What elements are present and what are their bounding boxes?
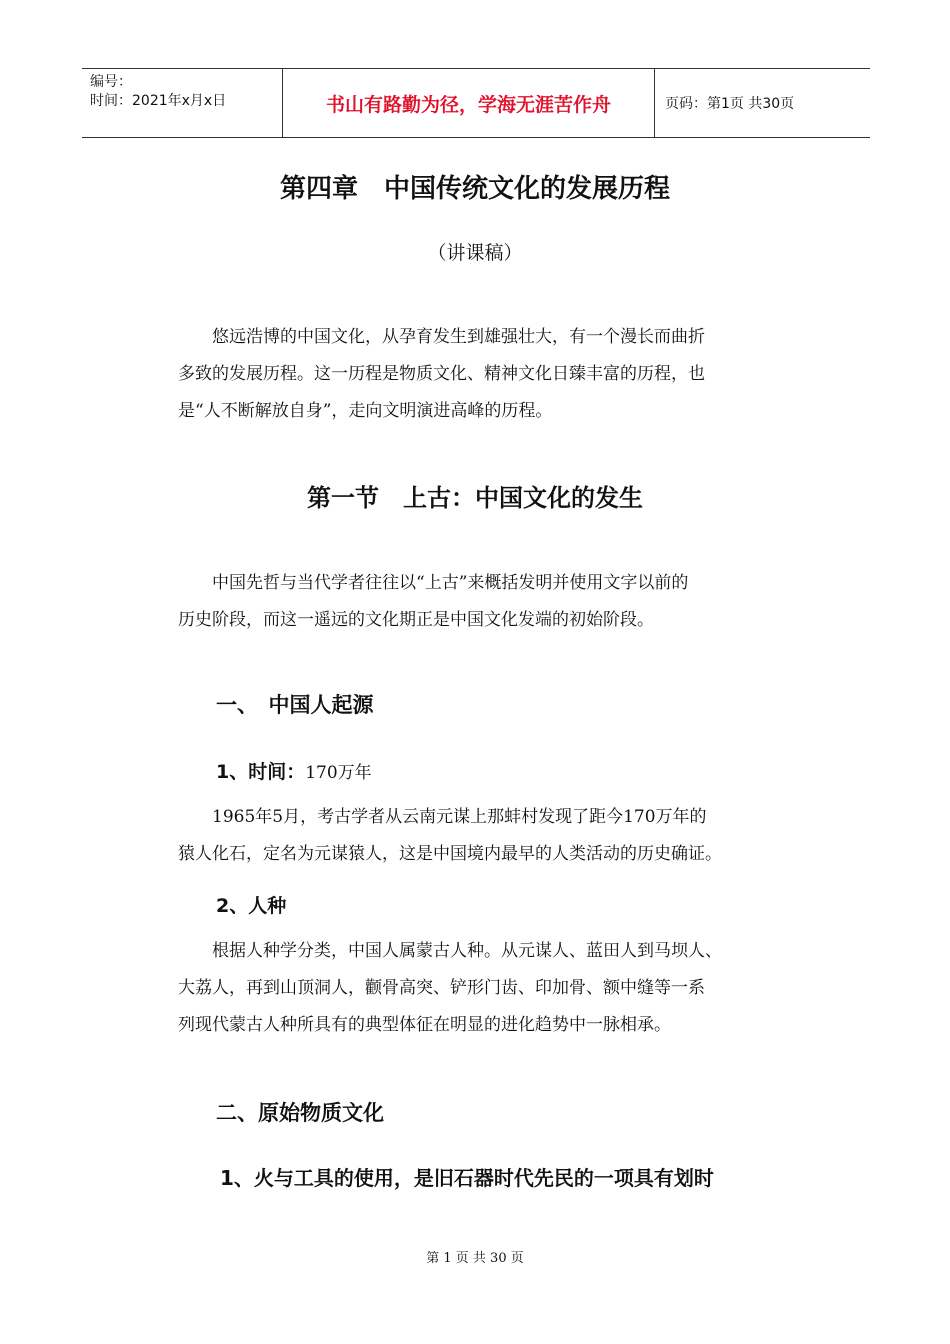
part1-heading: 一、 中国人起源 — [216, 693, 374, 717]
page-footer: 第 1 页 共 30 页 — [426, 1251, 524, 1266]
text-line: 列现代蒙古人种所具有的典型体征在明显的进化趋势中一脉相承。 — [178, 1015, 671, 1035]
text-line: 多致的发展历程。这一历程是物质文化、精神文化日臻丰富的历程，也 — [178, 364, 705, 384]
subtitle: （讲课稿） — [427, 242, 523, 264]
text-line: 猿人化石，定名为元谋猿人，这是中国境内最早的人类活动的历史确证。 — [178, 844, 722, 864]
time-label: 时间：2021年x月x日 — [90, 93, 227, 109]
header-page-info: 页码：第1页 共30页 — [665, 96, 795, 112]
header-motto: 书山有路勤为径，学海无涯苦作舟 — [282, 69, 655, 137]
text-line: 历史阶段，而这一遥远的文化期正是中国文化发端的初始阶段。 — [178, 610, 654, 630]
number-label: 编号： — [90, 74, 132, 90]
item1-value: 170万年 — [305, 763, 372, 783]
text-line: 是“人不断解放自身”，走向文明演进高峰的历程。 — [178, 401, 553, 421]
item1-paragraph — [178, 799, 798, 873]
item1-heading — [216, 757, 372, 784]
text-line: 悠远浩博的中国文化，从孕育发生到雄强壮大，有一个漫长而曲折 — [178, 327, 705, 347]
text-line: 1965年5月，考古学者从云南元谋上那蚌村发现了距今170万年的 — [178, 807, 707, 827]
part2-heading: 二、原始物质文化 — [216, 1101, 384, 1125]
item2-heading: 2、人种 — [216, 895, 287, 917]
part2-item1-heading: 1、火与工具的使用，是旧石器时代先民的一项具有划时 — [220, 1166, 714, 1190]
text-line: 中国先哲与当代学者往往以“上古”来概括发明并使用文字以前的 — [178, 573, 689, 593]
chapter-title: 第四章 中国传统文化的发展历程 — [279, 174, 670, 204]
header-table — [82, 68, 870, 138]
section-title: 第一节 上古：中国文化的发生 — [307, 484, 643, 512]
header-meta — [82, 69, 282, 137]
text-line: 根据人种学分类，中国人属蒙古人种。从元谋人、蓝田人到马坝人、 — [178, 941, 722, 961]
item1-label: 1、时间： — [216, 761, 306, 783]
intro-paragraph — [178, 319, 798, 430]
item2-paragraph — [178, 933, 798, 1044]
text-line: 大荔人，再到山顶洞人，颧骨高突、铲形门齿、印加骨、额中缝等一系 — [178, 978, 705, 998]
section-intro-paragraph — [178, 565, 798, 639]
